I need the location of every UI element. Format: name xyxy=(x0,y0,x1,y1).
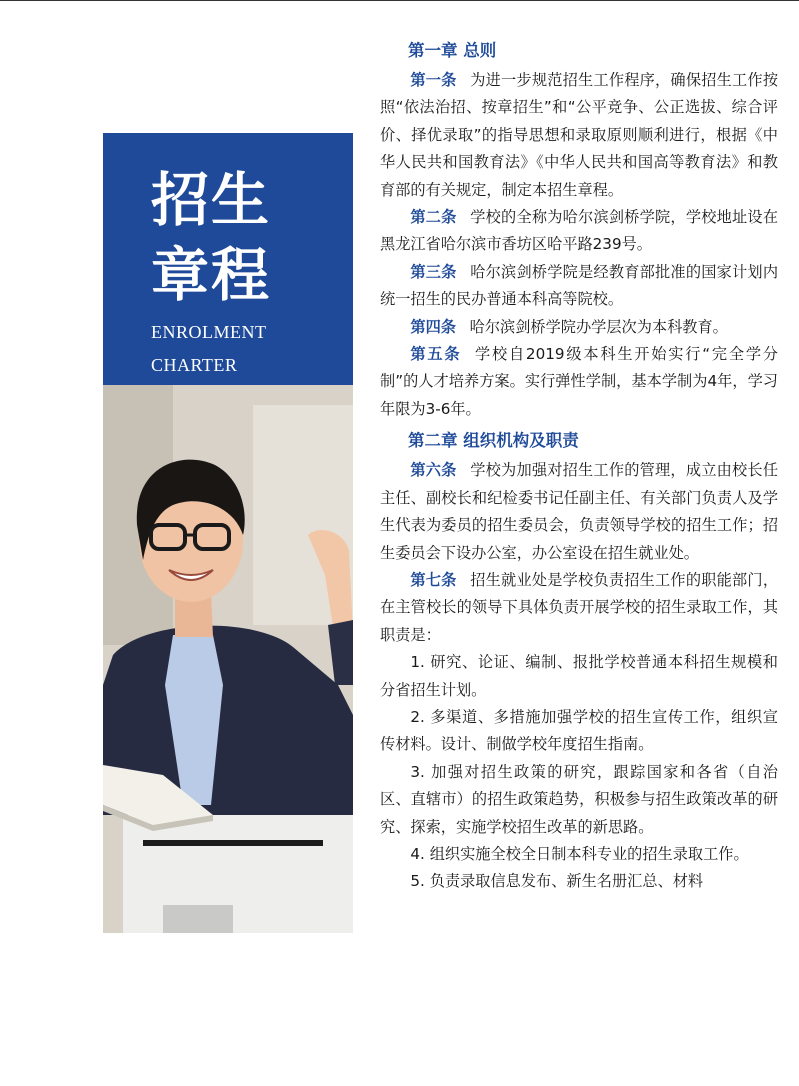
duty-item-2: 2. 多渠道、多措施加强学校的招生宣传工作，组织宣传材料。设计、制做学校年度招生指南。 xyxy=(380,707,778,754)
article-7 xyxy=(380,567,778,649)
duty-item-3: 3. 加强对招生政策的研究，跟踪国家和各省（自治区、直辖市）的招生政策趋势，积极参与招生政策改革的研究、探索，实施学校招生改革的新思路。 xyxy=(380,762,778,836)
title-en-line1: ENROLMENT xyxy=(151,322,267,342)
article-text: 为进一步规范招生工作程序，确保招生工作按照“依法治招、按章招生”和“公平竞争、公正选拔、综合评价、择优录取”的指导思想和录取原则顺利进行，根据《中华人民共和国教育法》《中华人民共和国高等教育法》和教育部的有关规定，制定本招生章程。 xyxy=(380,71,779,199)
title-panel xyxy=(103,133,353,385)
duty-item-4: 4. 组织实施全校全日制本科专业的招生录取工作。 xyxy=(410,844,749,863)
article-4 xyxy=(380,314,778,341)
article-text: 哈尔滨剑桥学院是经教育部批准的国家计划内统一招生的民办普通本科高等院校。 xyxy=(380,262,779,309)
article-text: 招生就业处是学校负责招生工作的职能部门，在主管校长的领导下具体负责开展学校的招生录取工作，其职责是： xyxy=(380,570,779,644)
article-2 xyxy=(380,204,778,259)
article-5 xyxy=(380,341,778,423)
article-label: 第七条 xyxy=(410,570,457,589)
top-rule xyxy=(0,0,799,1)
article-label: 第五条 xyxy=(410,345,462,364)
article-6 xyxy=(380,457,778,567)
article-label: 第四条 xyxy=(410,317,456,336)
article-label: 第一条 xyxy=(410,71,457,89)
article-text: 学校自2019级本科生开始实行“完全学分制”的人才培养方案。实行弹性学制，基本学制为4年，学习年限为3-6年。 xyxy=(380,345,778,418)
duty-item-1: 1. 研究、论证、编制、报批学校普通本科招生规模和分省招生计划。 xyxy=(380,653,778,699)
student-photo xyxy=(103,385,353,933)
article-text: 哈尔滨剑桥学院办学层次为本科教育。 xyxy=(469,317,728,336)
article-label: 第三条 xyxy=(410,262,457,281)
article-3 xyxy=(380,259,778,314)
article-label: 第六条 xyxy=(410,461,457,480)
article-text: 学校的全称为哈尔滨剑桥学院，学校地址设在黑龙江省哈尔滨市香坊区哈平路239号。 xyxy=(380,208,779,254)
chapter-2-heading: 第二章 组织机构及职责 xyxy=(408,431,579,451)
student-photo-illustration xyxy=(103,385,353,933)
charter-text xyxy=(380,37,778,896)
title-cn-line2: 章程 xyxy=(151,241,272,309)
duty-item-5: 5. 负责录取信息发布、新生名册汇总、材料 xyxy=(410,872,704,891)
article-text: 学校为加强对招生工作的管理，成立由校长任主任、副校长和纪检委书记任副主任、有关部门负责人及学生代表为委员的招生委员会，负责领导学校的招生工作；招生委员会下设办公室，办公室设在招生就业处。 xyxy=(380,461,779,562)
chapter-1-heading: 第一章 总则 xyxy=(408,41,497,60)
article-1 xyxy=(380,67,778,204)
article-label: 第二条 xyxy=(410,208,457,227)
title-cn-line1: 招生 xyxy=(151,166,272,234)
title-en-line2: CHARTER xyxy=(151,355,238,375)
